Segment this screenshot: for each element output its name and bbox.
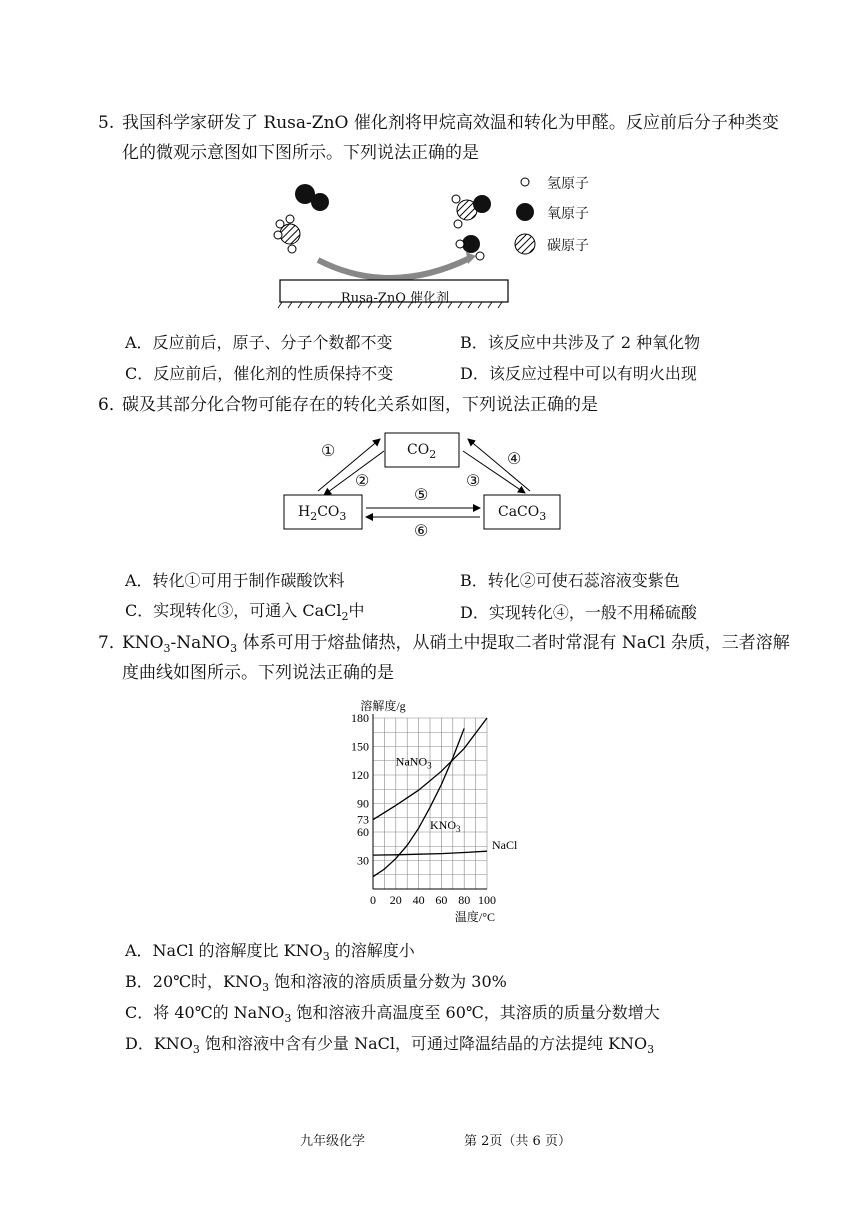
hydrogen-atom-icon: [521, 178, 529, 186]
arrow-label-1: ①: [321, 441, 336, 460]
reaction-arrow: [318, 258, 470, 278]
q6-option-c: C．实现转化③，可通入 CaCl$_2$中: [125, 601, 365, 623]
q6-option-b: B．转化②可使石蕊溶液变紫色: [460, 571, 680, 590]
arrow-label-6: ⑥: [414, 521, 429, 540]
q6-number: 6．: [98, 395, 126, 415]
y-tick-label: 90: [357, 796, 369, 811]
series-label-kno3: $KNO_3$: [430, 818, 461, 835]
oxygen-atom-icon: [516, 203, 534, 221]
q5-option-d: D．该反应过程中可以有明火出现: [460, 364, 697, 383]
legend-carbon: 碳原子: [547, 238, 589, 254]
x-tick-label: 100: [478, 893, 496, 907]
q5-stem-line1: 我国科学家研发了 Rusa-ZnO 催化剂将甲烷高效温和转化为甲醛。反应前后分子种类变: [122, 113, 779, 133]
formaldehyde-molecule-icon: [452, 195, 491, 228]
box-co2-label: $CO_2$: [407, 442, 437, 461]
series-label-nano3: NaNO$_3$: [395, 754, 432, 771]
oxygen-molecule-icon: [295, 184, 329, 211]
q5-option-a: A．反应前后，原子、分子个数都不变: [125, 333, 393, 352]
y-axis-label: 溶解度/g: [360, 699, 406, 713]
y-tick-label: 180: [351, 711, 369, 725]
box-caco3-label: CaCO$_3$: [498, 504, 547, 523]
series-label-nacl: NaCl: [492, 838, 518, 853]
q6-option-a: A．转化①可用于制作碳酸饮料: [125, 571, 345, 590]
q6-option-d: D．实现转化④，一般不用稀硫酸: [460, 603, 697, 622]
legend-hydrogen: 氢原子: [547, 176, 589, 192]
x-tick-label: 40: [412, 893, 425, 907]
q7-option-a: A．NaCl 的溶解度比 $KNO_3$ 的溶解度小: [125, 941, 415, 963]
q7-stem-line2: 度曲线如图所示。下列说法正确的是: [122, 663, 394, 683]
q7-option-b: B．20℃时，$KNO_3$ 饱和溶液的溶质质量分数为 30%: [125, 972, 507, 994]
arrow-label-5: ⑤: [414, 485, 429, 504]
q5-option-c: C．反应前后，催化剂的性质保持不变: [125, 364, 394, 383]
x-tick-label: 0: [370, 893, 376, 907]
y-tick-label: 73: [357, 812, 369, 827]
x-axis-label: 温度/°C: [454, 910, 496, 924]
carbon-atom-icon: [515, 234, 535, 254]
q5-stem-line2: 化的微观示意图如下图所示。下列说法正确的是: [122, 143, 479, 163]
arrow-label-2: ②: [355, 471, 370, 490]
catalyst-label: Rusa-ZnO 催化剂: [340, 291, 450, 306]
footer-subject: 九年级化学: [300, 1134, 366, 1149]
y-tick-label: 60: [357, 825, 369, 839]
q7-stem-line1: $KNO_3-NaNO_3$ 体系可用于熔盐储热，从硝土中提取二者时常混有 NaCl 杂质，三者溶解: [122, 633, 790, 655]
footer-page: 第 2页（共 6 页）: [464, 1134, 571, 1149]
arrow-label-3: ③: [466, 471, 481, 490]
methane-molecule-icon: [274, 215, 300, 253]
q7-option-d: D．$KNO_3$ 饱和溶液中含有少量 NaCl，可通过降温结晶的方法提纯 $KNO_3$: [125, 1034, 655, 1056]
y-tick-label: 30: [357, 853, 369, 868]
q7-number: 7．: [98, 633, 126, 653]
y-tick-label: 120: [351, 768, 369, 782]
x-tick-label: 60: [435, 893, 448, 907]
q5-option-b: B．该反应中共涉及了 2 种氧化物: [460, 333, 701, 352]
q7-option-c: C．将 40℃的 NaNO$_3$ 饱和溶液升高温度至 60℃，其溶质的质量分数增大: [125, 1003, 660, 1025]
q5-number: 5.: [98, 113, 115, 133]
q6-stem: 碳及其部分化合物可能存在的转化关系如图，下列说法正确的是: [122, 395, 598, 415]
x-tick-label: 20: [389, 893, 402, 907]
arrow-label-4: ④: [507, 449, 522, 468]
box-h2co3-label: $H_2CO_3$: [298, 504, 347, 523]
x-tick-label: 80: [458, 893, 471, 907]
y-tick-label: 150: [351, 739, 369, 754]
legend-oxygen: 氧原子: [547, 206, 589, 222]
solubility-chart: [330, 690, 560, 925]
